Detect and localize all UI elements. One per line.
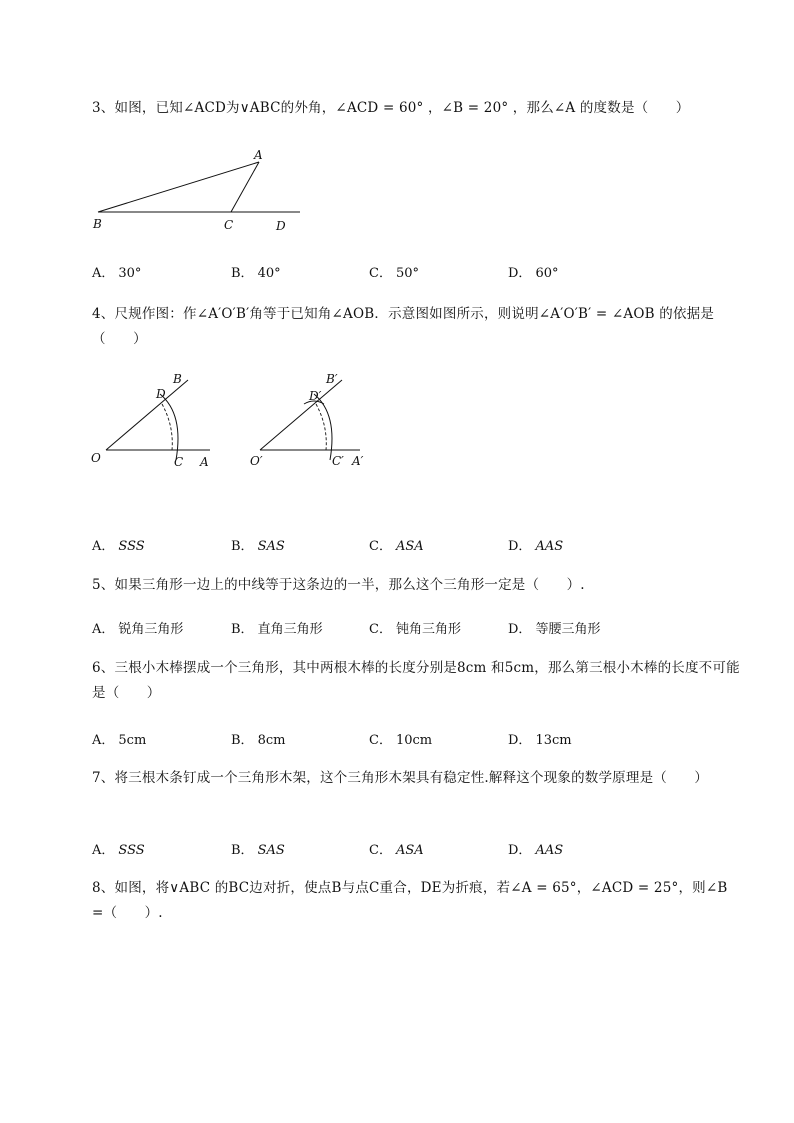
question-7-text: 7、将三根木条钉成一个三角形木架，这个三角形木架具有稳定性.解释这个现象的数学原理是（ ）	[92, 770, 709, 786]
question-4-text: 4、尺规作图：作∠A′O′B′角等于已知角∠AOB．示意图如图所示，则说明∠A′O′B′ = ∠AOB 的依据是（ ）	[92, 306, 715, 347]
option-a[interactable]: A． 5cm	[92, 733, 147, 748]
question-4-options	[92, 535, 692, 557]
option-c[interactable]: C． 钝角三角形	[369, 622, 461, 637]
option-c[interactable]: C． ASA	[369, 539, 424, 554]
label-d-prime: D′	[309, 389, 322, 403]
chord-cd	[162, 404, 172, 450]
option-b[interactable]: B． SAS	[231, 843, 285, 858]
label-c-prime: C′	[332, 454, 344, 468]
option-d[interactable]: D． AAS	[508, 539, 564, 554]
label-o-prime: O′	[250, 454, 263, 468]
question-3-figure	[88, 144, 318, 240]
option-c[interactable]: C． 50°	[369, 266, 419, 281]
question-8-text: 8、如图，将∨ABC 的BC边对折，使点B与点C重合，DE为折痕，若∠A = 65°，∠ACD = 25°，则∠B =（ ）.	[92, 880, 728, 921]
question-7-options	[92, 839, 692, 861]
ray-o2b2	[260, 380, 342, 450]
label-b-prime: B′	[326, 372, 338, 386]
option-d[interactable]: D． 13cm	[508, 733, 572, 748]
label-d: D	[276, 219, 286, 233]
chord-c2d2	[316, 404, 326, 450]
option-d[interactable]: D． AAS	[508, 843, 564, 858]
option-b[interactable]: B． 直角三角形	[231, 622, 323, 637]
question-3-text: 3、如图，已知∠ACD为∨ABC的外角，∠ACD = 60° ，∠B = 20° ，那么∠A 的度数是（ ）	[92, 100, 690, 116]
option-a[interactable]: A． 锐角三角形	[92, 622, 184, 637]
label-a: A	[200, 455, 209, 469]
option-c[interactable]: C． ASA	[369, 843, 424, 858]
option-a[interactable]: A． 30°	[92, 266, 142, 281]
option-a[interactable]: A． SSS	[92, 843, 145, 858]
option-a[interactable]: A． SSS	[92, 539, 145, 554]
label-c: C	[224, 218, 234, 232]
label-o: O	[91, 451, 101, 465]
option-d[interactable]: D． 60°	[508, 266, 559, 281]
option-b[interactable]: B． 8cm	[231, 733, 286, 748]
label-b: B	[173, 372, 182, 386]
question-6-text: 6、三根小木棒摆成一个三角形，其中两根木棒的长度分别是8cm 和5cm，那么第三根小木棒的长度不可能是（ ）	[92, 660, 740, 701]
option-d[interactable]: D． 等腰三角形	[508, 622, 601, 637]
option-b[interactable]: B． 40°	[231, 266, 281, 281]
question-5-text: 5、如果三角形一边上的中线等于这条边的一半，那么这个三角形一定是（ ）.	[92, 577, 585, 593]
option-b[interactable]: B． SAS	[231, 539, 285, 554]
question-3-options	[92, 262, 692, 284]
ray-ob	[106, 380, 188, 450]
label-a-prime: A′	[352, 454, 364, 468]
question-6-options	[92, 729, 692, 751]
label-d: D	[156, 387, 166, 401]
label-a: A	[254, 148, 263, 162]
label-c: C	[174, 455, 184, 469]
question-5-options	[92, 618, 692, 640]
option-c[interactable]: C． 10cm	[369, 733, 433, 748]
question-4-figure	[88, 368, 378, 478]
label-b: B	[93, 217, 102, 231]
